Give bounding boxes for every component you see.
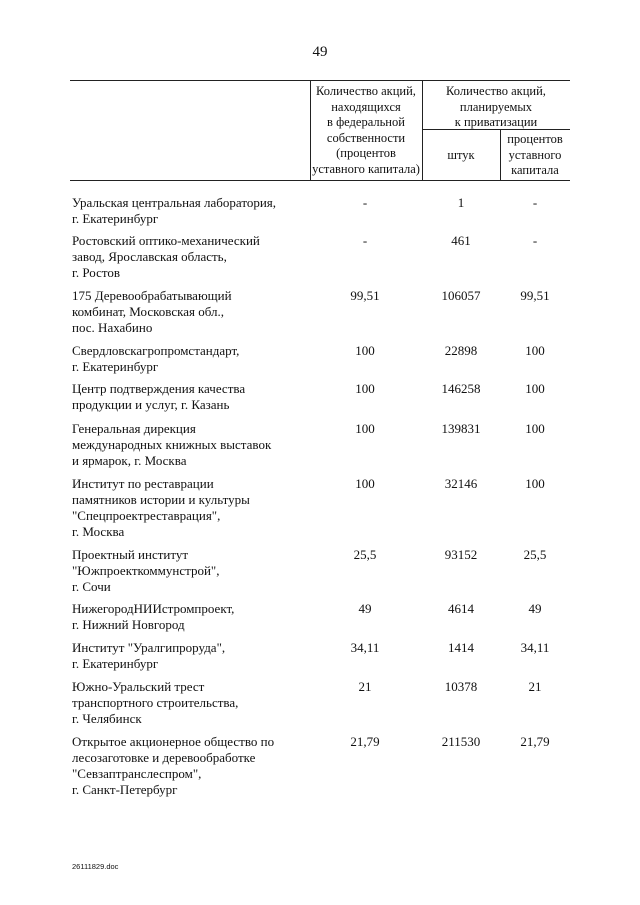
page-number: 49	[312, 44, 328, 60]
row-percent: 34,11	[520, 640, 550, 655]
row-percent: 49	[528, 601, 542, 616]
row-federal: 21	[358, 679, 372, 694]
row-federal: -	[362, 233, 368, 248]
row-percent: 99,51	[520, 288, 550, 303]
document-filename: 26111829.doc	[72, 862, 119, 871]
row-name: Открытое акционерное общество по лесозаготовке и деревообработке "Севзаптранслеспром", г. Санкт-Петербург	[72, 734, 275, 797]
row-shares: 32146	[444, 476, 478, 491]
row-percent: 21,79	[520, 734, 550, 749]
row-federal: 100	[355, 476, 375, 491]
row-shares: 93152	[444, 547, 478, 562]
row-name: Генеральная дирекция международных книжных выставок и ярмарок, г. Москва	[72, 421, 272, 468]
row-percent: 100	[525, 381, 545, 396]
header-percent-capital: процентов уставного капитала	[507, 132, 563, 177]
row-federal: 49	[358, 601, 372, 616]
row-percent: 100	[525, 476, 545, 491]
row-shares: 461	[451, 233, 471, 248]
row-shares: 211530	[441, 734, 481, 749]
row-shares: 1	[457, 195, 465, 210]
row-federal: 100	[355, 343, 375, 358]
row-name: 175 Деревообрабатывающий комбинат, Московская обл., пос. Нахабино	[72, 288, 232, 335]
row-federal: 99,51	[350, 288, 380, 303]
row-name: Центр подтверждения качества продукции и услуг, г. Казань	[72, 381, 246, 412]
row-federal: 100	[355, 381, 375, 396]
header-bottom-rule	[70, 180, 570, 181]
row-shares: 139831	[441, 421, 481, 436]
header-shares-count: штук	[447, 148, 475, 162]
row-name: Институт "Уралгипроруда", г. Екатеринбург	[72, 640, 226, 671]
row-percent: 100	[525, 421, 545, 436]
row-federal: 100	[355, 421, 375, 436]
row-name: Проектный институт "Южпроекткоммунстрой", г. Сочи	[72, 547, 220, 594]
row-shares: 22898	[444, 343, 478, 358]
header-privatization-group: Количество акций, планируемых к приватизации	[446, 84, 546, 129]
row-shares: 106057	[441, 288, 481, 303]
row-federal: 25,5	[353, 547, 377, 562]
row-percent: 25,5	[523, 547, 547, 562]
row-federal: 34,11	[350, 640, 380, 655]
header-top-rule	[70, 80, 570, 81]
row-name: Ростовский оптико-механический завод, Ярославская область, г. Ростов	[72, 233, 260, 280]
row-shares: 1414	[448, 640, 474, 655]
row-percent: 21	[528, 679, 542, 694]
row-federal: 21,79	[350, 734, 380, 749]
row-percent: 100	[525, 343, 545, 358]
row-shares: 4614	[448, 601, 474, 616]
row-name: Южно-Уральский трест транспортного строительства, г. Челябинск	[72, 679, 239, 726]
row-name: Институт по реставрации памятников истории и культуры "Спецпроектреставрация", г. Москва	[72, 476, 250, 539]
row-shares: 10378	[444, 679, 478, 694]
row-shares: 146258	[441, 381, 481, 396]
row-name: Уральская центральная лаборатория, г. Екатеринбург	[72, 195, 277, 226]
row-percent: -	[532, 233, 538, 248]
row-federal: -	[362, 195, 368, 210]
row-percent: -	[532, 195, 538, 210]
row-name: НижегородНИИстромпроект, г. Нижний Новгород	[72, 601, 235, 632]
header-federal-ownership: Количество акций, находящихся в федеральной собственности (процентов уставного капитала)	[312, 84, 420, 176]
row-name: Свердловскагропромстандарт, г. Екатеринбург	[72, 343, 240, 374]
